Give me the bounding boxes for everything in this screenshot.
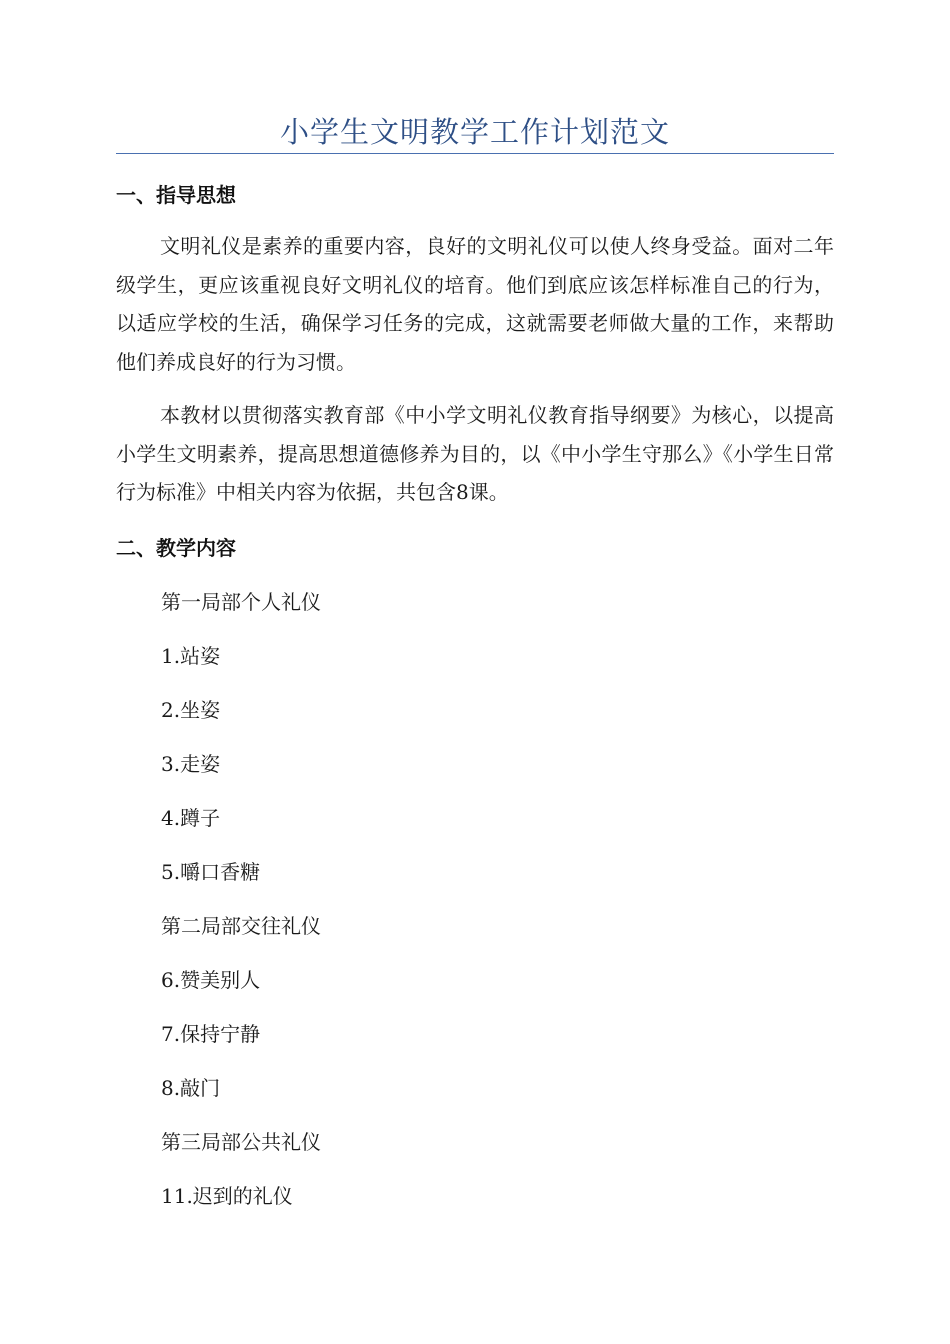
list-item: 5.嚼口香糖 [161, 860, 261, 884]
document-title: 小学生文明教学工作计划范文 [279, 115, 670, 149]
list-item: 8.敲门 [161, 1076, 221, 1100]
list-item: 4.蹲子 [161, 806, 221, 830]
list-item: 2.坐姿 [161, 698, 221, 722]
list-item: 1.站姿 [161, 644, 221, 668]
paragraph-textbook-basis: 本教材以贯彻落实教育部《中小学文明礼仪教育指导纲要》为核心，以提高小学生文明素养，提高思想道德修养为目的，以《中小学生守那么》《小学生日常行为标准》中相关内容为依据，共包含8课。 [116, 403, 834, 504]
section-heading-teaching-content: 二、教学内容 [116, 536, 236, 560]
section-heading-guiding-thought: 一、指导思想 [116, 183, 236, 207]
title-underline [116, 153, 834, 154]
list-item: 7.保持宁静 [161, 1022, 261, 1046]
list-item: 3.走姿 [161, 752, 221, 776]
paragraph-etiquette-importance: 文明礼仪是素养的重要内容，良好的文明礼仪可以使人终身受益。面对二年级学生，更应该重视良好文明礼仪的培育。他们到底应该怎样标准自己的行为，以适应学校的生活，确保学习任务的完成，这就需要老师做大量的工作，来帮助他们养成良好的行为习惯。 [116, 234, 834, 374]
list-item: 6.赞美别人 [161, 968, 261, 992]
list-item-part-personal-etiquette: 第一局部个人礼仪 [161, 590, 321, 614]
list-item-part-social-etiquette: 第二局部交往礼仪 [161, 914, 321, 938]
list-item-part-public-etiquette: 第三局部公共礼仪 [161, 1130, 321, 1154]
list-item: 11.迟到的礼仪 [161, 1184, 293, 1208]
